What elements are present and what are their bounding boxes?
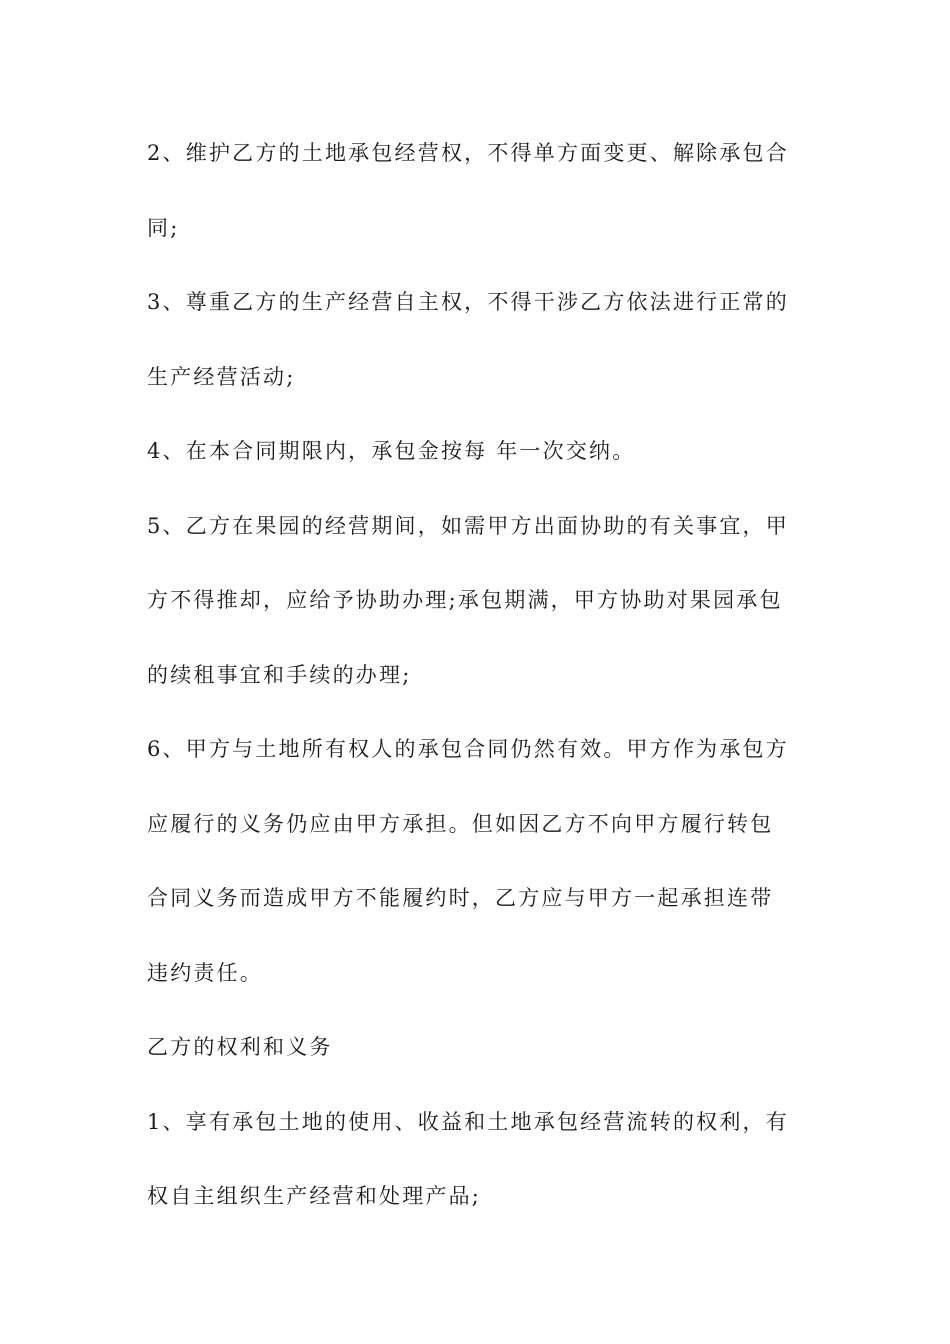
text-line: 3、尊重乙方的生产经营自主权，不得干涉乙方依法进行正常的 <box>147 290 789 314</box>
section-heading: 乙方的权利和义务 <box>147 1035 333 1059</box>
text-line: 2、维护乙方的土地承包经营权，不得单方面变更、解除承包合 <box>147 141 789 165</box>
text-line: 同; <box>147 215 180 240</box>
text-line: 权自主组织生产经营和处理产品; <box>147 1184 482 1208</box>
text-line: 生产经营活动; <box>147 364 296 389</box>
text-line: 1、享有承包土地的使用、收益和土地承包经营流转的权利，有 <box>147 1109 789 1134</box>
text-line: 4、在本合同期限内，承包金按每 年一次交纳。 <box>147 439 636 463</box>
text-line: 合同义务而造成甲方不能履约时，乙方应与甲方一起承担连带 <box>147 886 774 910</box>
text-line: 方不得推却，应给予协助办理;承包期满，甲方协助对果园承包 <box>147 588 783 612</box>
text-line: 违约责任。 <box>147 960 263 985</box>
text-line: 的续租事宜和手续的办理; <box>147 662 412 687</box>
text-line: 应履行的义务仍应由甲方承担。但如因乙方不向甲方履行转包 <box>147 811 774 836</box>
text-line: 5、乙方在果园的经营期间，如需甲方出面协助的有关事宜，甲 <box>147 513 789 538</box>
text-line: 6、甲方与土地所有权人的承包合同仍然有效。甲方作为承包方 <box>147 737 789 761</box>
document-body <box>147 133 809 1251</box>
